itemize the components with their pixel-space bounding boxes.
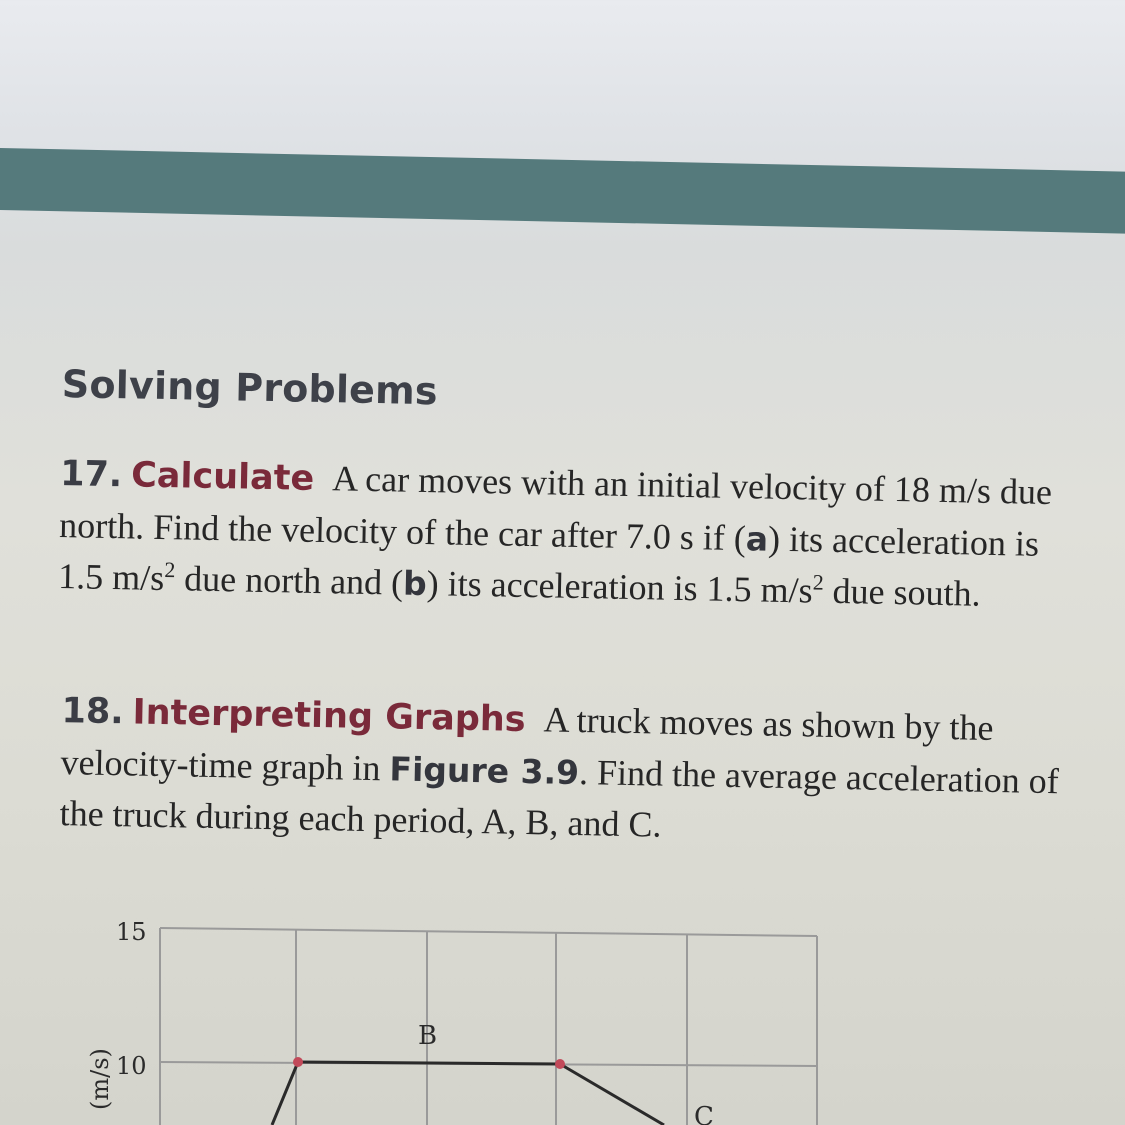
data-line (272, 1057, 664, 1125)
problem-text: A truck moves as shown by the velocity-time graph in (60, 699, 994, 789)
y-axis-label: (m/s) (86, 1048, 114, 1110)
problem-text: . Find the average acceleration of the truck during each period, A, B, and C. (59, 752, 1060, 845)
data-point (555, 1059, 565, 1069)
segment-label-b: B (418, 1021, 438, 1051)
problem-number: 18. (61, 691, 125, 733)
problem-text: A car moves with an initial velocity of 18 m/s due north. Find the velocity of the car after 7.0 s if ( (58, 458, 1053, 559)
problem-label: Calculate (130, 455, 315, 499)
graph-grid (160, 928, 817, 1125)
problem-text: ) its acceleration is 1.5 m/s (426, 563, 813, 611)
part-a-label: a (745, 519, 769, 559)
problem-label: Interpreting Graphs (132, 692, 526, 740)
segment-a (272, 1062, 298, 1125)
problem-text: ) its acceleration is 1.5 m/s (57, 518, 1040, 599)
exponent: 2 (164, 557, 176, 583)
part-b-label: b (402, 563, 428, 604)
segment-label-c: C (694, 1102, 714, 1125)
problem-number: 17. (59, 454, 123, 496)
figure-reference: Figure 3.9 (389, 749, 580, 793)
y-tick-label: 10 (116, 1052, 147, 1080)
problem-text: due north and ( (174, 558, 404, 603)
y-tick-label: 15 (116, 918, 147, 946)
problem-text: due south. (823, 570, 981, 614)
section-heading: Solving Problems (61, 362, 439, 414)
exponent: 2 (812, 569, 824, 595)
segment-c (560, 1064, 664, 1125)
segment-b (298, 1062, 560, 1064)
data-point (293, 1057, 303, 1067)
